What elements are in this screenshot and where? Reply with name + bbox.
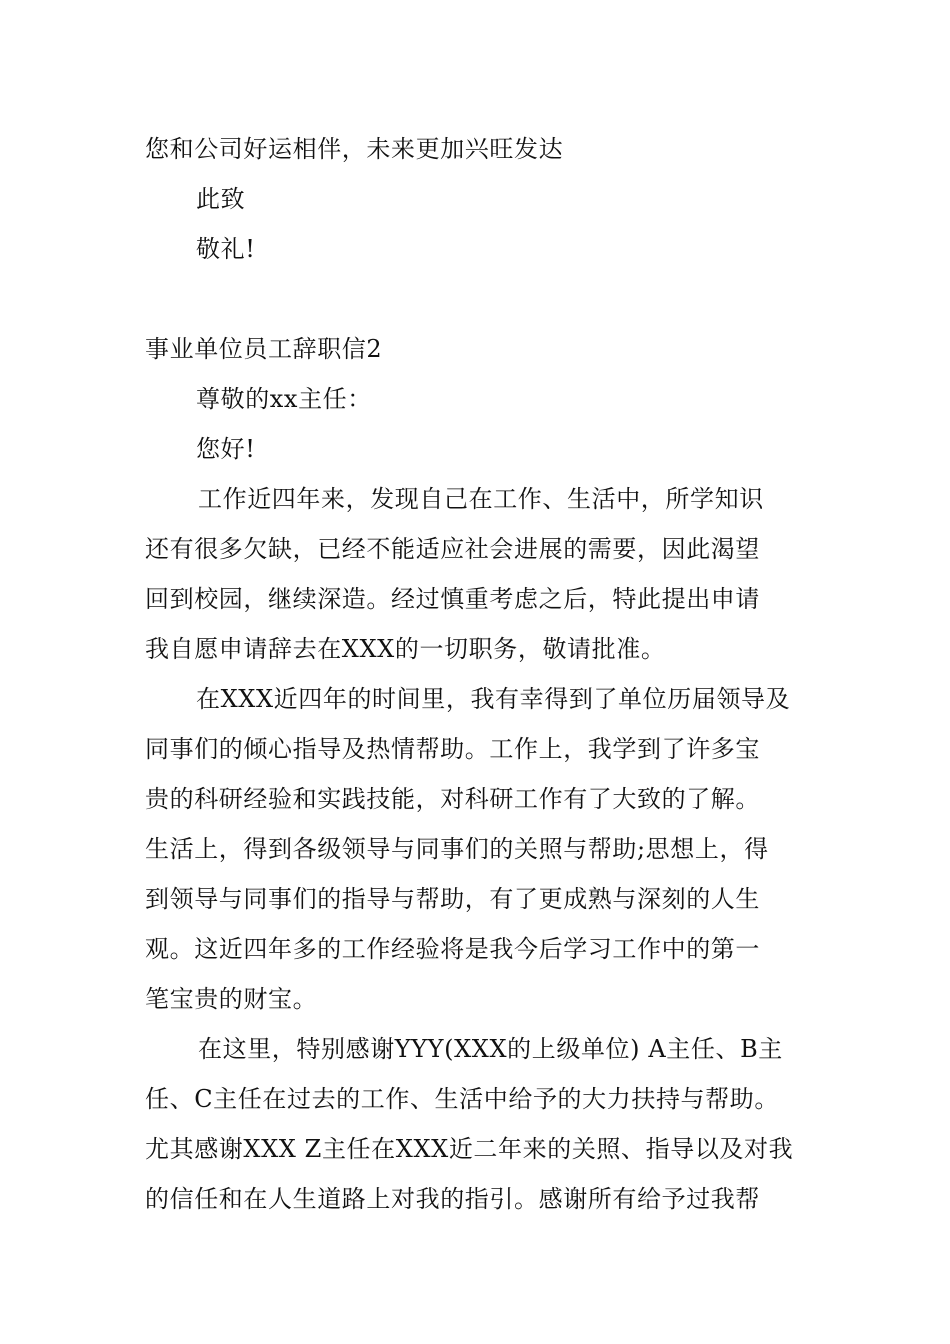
paragraph-3-line: 尤其感谢XXX Z主任在XXX近二年来的关照、指导以及对我 — [145, 1135, 794, 1163]
paragraph-2-line: 在XXX近四年的时间里，我有幸得到了单位历届领导及 — [196, 685, 791, 713]
letter-greeting: 尊敬的xx主任： — [196, 385, 372, 413]
letter-hello: 您好! — [196, 435, 256, 463]
letter-title: 事业单位员工辞职信2 — [145, 335, 383, 363]
paragraph-3-line: 在这里，特别感谢YYY(XXX的上级单位) A主任、B主 — [198, 1035, 783, 1063]
paragraph-2-line: 到领导与同事们的指导与帮助，有了更成熟与深刻的人生 — [145, 885, 760, 913]
paragraph-2-line: 观。这近四年多的工作经验将是我今后学习工作中的第一 — [145, 935, 760, 963]
paragraph-2-line: 同事们的倾心指导及热情帮助。工作上，我学到了许多宝 — [145, 735, 760, 763]
paragraph-2-line: 贵的科研经验和实践技能，对科研工作有了大致的了解。 — [145, 785, 760, 813]
paragraph-3-line: 任、C主任在过去的工作、生活中给予的大力扶持与帮助。 — [145, 1085, 779, 1113]
paragraph-2-line: 笔宝贵的财宝。 — [145, 985, 318, 1013]
paragraph-2-line: 生活上，得到各级领导与同事们的关照与帮助;思想上，得 — [145, 835, 769, 863]
closing-salutation-1: 此致 — [196, 185, 246, 213]
paragraph-1-line: 还有很多欠缺，已经不能适应社会进展的需要，因此渴望 — [145, 535, 760, 563]
closing-salutation-2: 敬礼! — [196, 235, 256, 263]
paragraph-1-line: 工作近四年来，发现自己在工作、生活中，所学知识 — [198, 485, 764, 513]
paragraph-1-line: 回到校园，继续深造。经过慎重考虑之后，特此提出申请 — [145, 585, 760, 613]
paragraph-1-line: 我自愿申请辞去在XXX的一切职务，敬请批准。 — [145, 635, 666, 663]
paragraph-3-line: 的信任和在人生道路上对我的指引。感谢所有给予过我帮 — [145, 1185, 760, 1213]
closing-wish: 您和公司好运相伴，未来更加兴旺发达 — [145, 135, 564, 163]
